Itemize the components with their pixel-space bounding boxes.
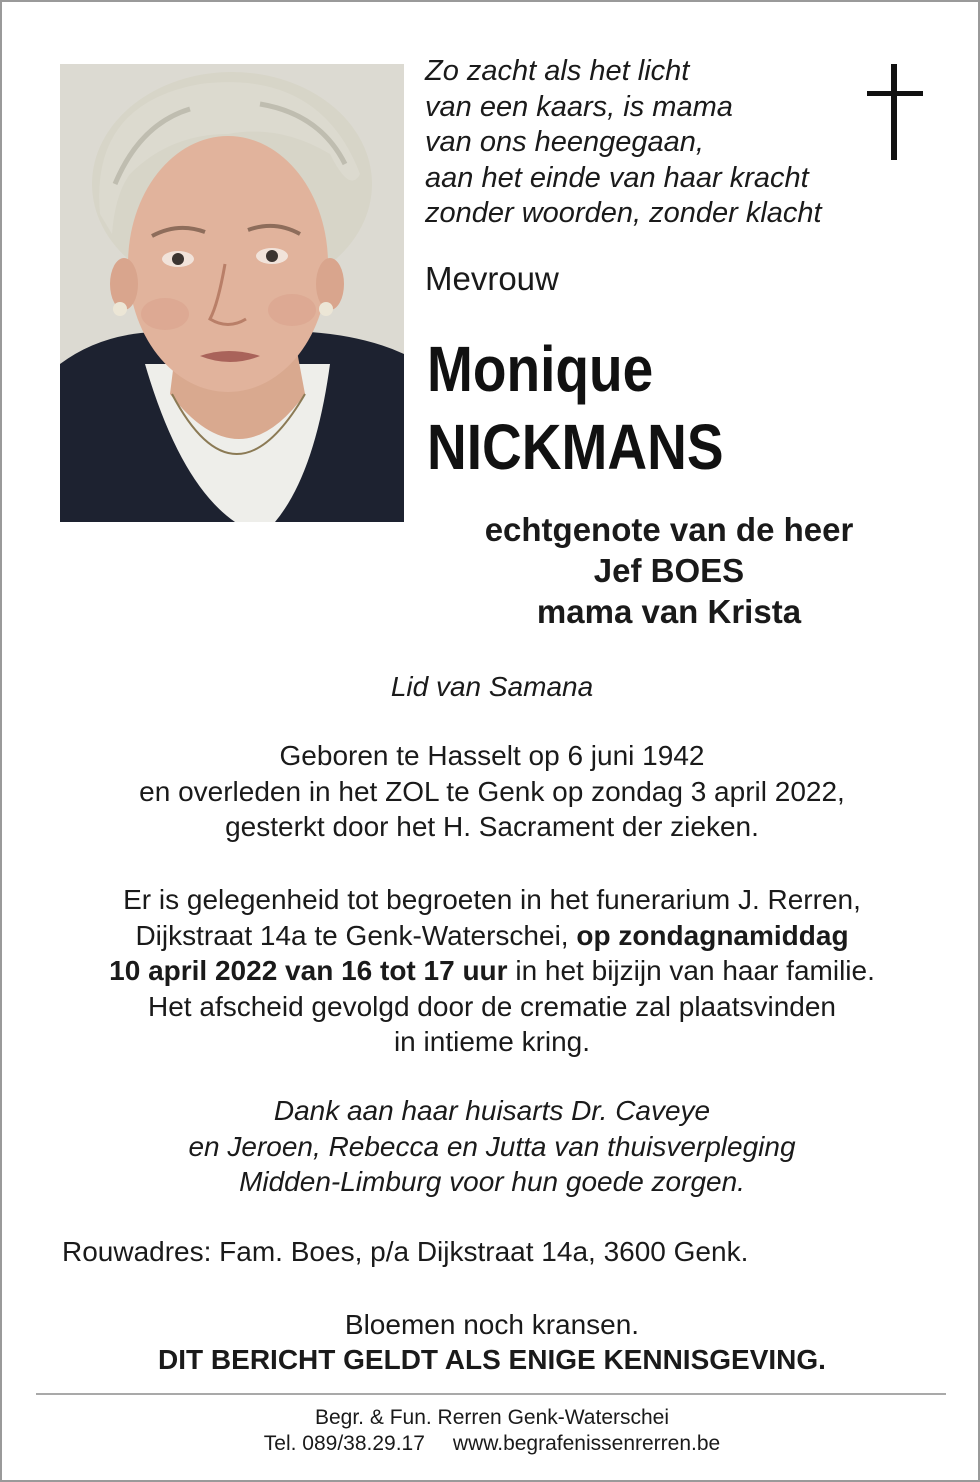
relation-line: Jef BOES <box>593 552 745 589</box>
visitation-text: Dijkstraat 14a te Genk-Waterschei, <box>135 919 577 951</box>
mourning-address: Rouwadres: Fam. Boes, p/a Dijkstraat 14a, 3600 Genk. <box>62 1236 749 1267</box>
official-notice: DIT BERICHT GELDT ALS ENIGE KENNISGEVING. <box>158 1344 826 1375</box>
visitation-emphasis: op zondagnamiddag <box>576 919 849 951</box>
thanks-line: en Jeroen, Rebecca en Jutta van thuisverpleging <box>188 1130 796 1162</box>
info-line: en overleden in het ZOL te Genk op zondag 3 april 2022, <box>139 775 845 807</box>
visitation-emphasis: 10 april 2022 van 16 tot 17 uur <box>109 955 508 986</box>
phone-number: Tel. 089/38.29.17 <box>263 1432 425 1455</box>
visitation-info <box>22 882 962 1060</box>
relations <box>402 509 936 632</box>
relation-line: echtgenote van de heer <box>484 511 854 548</box>
poem-line: van een kaars, is mama <box>425 90 733 123</box>
funeral-home-contact <box>22 1431 962 1457</box>
portrait-photo <box>60 64 404 522</box>
thanks-note <box>22 1093 962 1200</box>
poem-line: Zo zacht als het licht <box>425 55 690 87</box>
poem-line: van ons heengegaan, <box>425 126 704 158</box>
thanks-line: Midden-Limburg voor hun goede zorgen. <box>239 1166 745 1197</box>
deceased-first-name: Monique <box>427 333 654 405</box>
flowers-note: Bloemen noch kransen. <box>344 1309 640 1340</box>
info-line: gesterkt door het H. Sacrament der zieken. <box>225 811 759 842</box>
cross-icon <box>864 64 926 164</box>
membership: Lid van Samana <box>390 671 594 702</box>
website-link[interactable]: www.begrafenissenrerren.be <box>452 1432 721 1455</box>
salutation: Mevrouw <box>425 260 559 297</box>
birth-death-info <box>22 738 962 845</box>
visitation-text: in het bijzijn van haar familie. <box>507 955 875 986</box>
funeral-home-name: Begr. & Fun. Rerren Genk-Waterschei <box>314 1406 670 1429</box>
visitation-line <box>22 918 962 954</box>
visitation-line: Het afscheid gevolgd door de crematie zal plaatsvinden <box>148 990 836 1022</box>
poem <box>425 54 865 232</box>
footer-divider <box>36 1393 946 1395</box>
deceased-last-name: NICKMANS <box>427 411 724 483</box>
relation-line: mama van Krista <box>536 593 802 630</box>
poem-line: aan het einde van haar kracht <box>425 161 809 194</box>
thanks-line: Dank aan haar huisarts Dr. Caveye <box>273 1095 711 1126</box>
visitation-line: Er is gelegenheid tot begroeten in het funerarium J. Rerren, <box>123 884 861 915</box>
info-line: Geboren te Hasselt op 6 juni 1942 <box>279 740 705 771</box>
portrait-illustration <box>60 64 404 522</box>
poem-line: zonder woorden, zonder klacht <box>425 197 822 229</box>
visitation-line <box>22 953 962 989</box>
visitation-line: in intieme kring. <box>393 1026 591 1057</box>
